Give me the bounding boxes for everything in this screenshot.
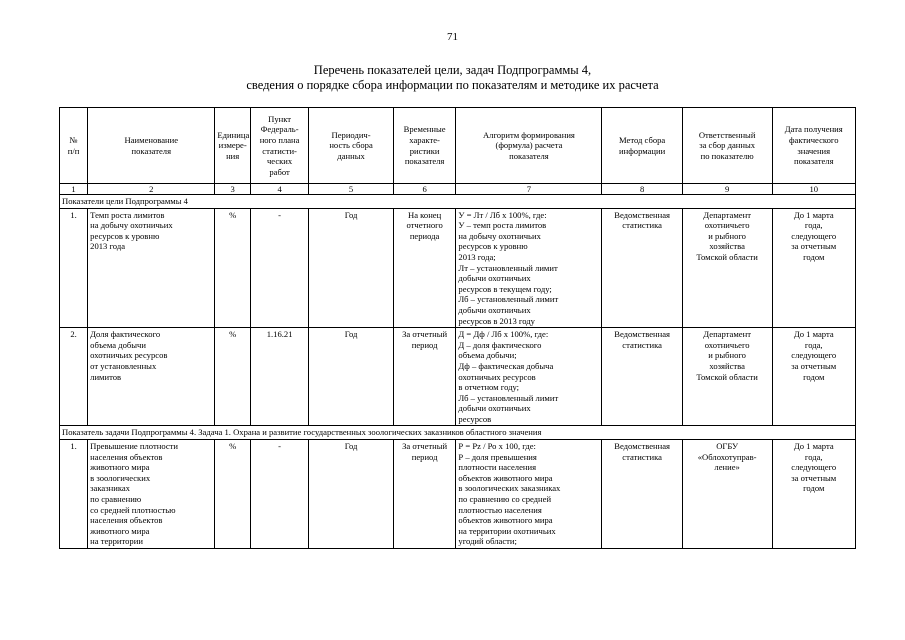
periodicity: Год — [309, 208, 394, 328]
table-row — [60, 328, 856, 426]
column-number: 9 — [682, 184, 772, 195]
receipt-date: До 1 марта года, следующего за отчетным годом — [772, 208, 856, 328]
algorithm: Д = Дф / Лб x 100%, где: Д – доля фактического объема добычи; Дф – фактическая добыча охотничьих ресурсов в отчетном году; Лб – установленный лимит добычи охотничьих ресурсов — [456, 328, 602, 426]
document-title — [0, 63, 905, 93]
algorithm: У = Лт / Лб x 100%, где: У – темп роста лимитов на добычу охотничьих ресурсов к уровню 2013 года; Лт – установленный лимит добычи охотничьих ресурсов в текущем году; Лб – установленный лимит добычи охотничьих ресурсов в 2013 году — [456, 208, 602, 328]
column-number: 5 — [309, 184, 394, 195]
column-number: 6 — [393, 184, 456, 195]
header-cell: Пункт Федераль- ного плана статисти- ческих работ — [250, 108, 308, 184]
column-number: 7 — [456, 184, 602, 195]
responsible: Департамент охотничьего и рыбного хозяйства Томской области — [682, 208, 772, 328]
periodicity: Год — [309, 440, 394, 549]
column-number: 3 — [215, 184, 250, 195]
row-number: 1. — [60, 440, 88, 549]
header-cell: Ответственный за сбор данных по показателю — [682, 108, 772, 184]
receipt-date: До 1 марта года, следующего за отчетным годом — [772, 328, 856, 426]
indicator-name: Темп роста лимитов на добычу охотничьих ресурсов к уровню 2013 года — [88, 208, 215, 328]
indicators-table — [59, 107, 856, 549]
collection-method: Ведомственная статистика — [602, 208, 682, 328]
time-characteristic: За отчетный период — [393, 328, 456, 426]
row-number: 2. — [60, 328, 88, 426]
column-number-row — [60, 184, 856, 195]
header-cell: Периодич- ность сбора данных — [309, 108, 394, 184]
plan-item: 1.16.21 — [250, 328, 308, 426]
time-characteristic: На конец отчетного периода — [393, 208, 456, 328]
header-cell: Метод сбора информации — [602, 108, 682, 184]
collection-method: Ведомственная статистика — [602, 440, 682, 549]
section-row — [60, 195, 856, 209]
plan-item: - — [250, 208, 308, 328]
plan-item: - — [250, 440, 308, 549]
responsible: ОГБУ «Облохотуправ- ление» — [682, 440, 772, 549]
column-number: 10 — [772, 184, 856, 195]
section-heading-goal: Показатели цели Подпрограммы 4 — [60, 195, 856, 209]
responsible: Департамент охотничьего и рыбного хозяйства Томской области — [682, 328, 772, 426]
column-number: 8 — [602, 184, 682, 195]
column-number: 2 — [88, 184, 215, 195]
header-cell: № п/п — [60, 108, 88, 184]
title-line-1: Перечень показателей цели, задач Подпрограммы 4, — [313, 63, 592, 77]
collection-method: Ведомственная статистика — [602, 328, 682, 426]
indicator-name: Превышение плотности населения объектов животного мира в зоологических заказниках по сравнению со средней плотностью населения объектов животного мира на территории — [88, 440, 215, 549]
page-number: 71 — [447, 31, 458, 43]
algorithm: Р = Рz / Ро x 100, где: Р – доля превышения плотности населения объектов животного мира в зоологических заказниках по сравнению со средней плотностью населения объектов животного мира на территории охотничьих угодий области; — [456, 440, 602, 549]
table-row — [60, 208, 856, 328]
unit: % — [215, 440, 250, 549]
periodicity: Год — [309, 328, 394, 426]
header-cell: Наименование показателя — [88, 108, 215, 184]
header-cell: Дата получения фактического значения показателя — [772, 108, 856, 184]
unit: % — [215, 208, 250, 328]
header-row — [60, 108, 856, 184]
header-cell: Единица измере- ния — [215, 108, 250, 184]
receipt-date: До 1 марта года, следующего за отчетным годом — [772, 440, 856, 549]
table-row — [60, 440, 856, 549]
unit: % — [215, 328, 250, 426]
indicator-name: Доля фактического объема добычи охотничьих ресурсов от установленных лимитов — [88, 328, 215, 426]
title-line-2: сведения о порядке сбора информации по показателям и методике их расчета — [246, 78, 659, 92]
section-heading-task: Показатель задачи Подпрограммы 4. Задача 1. Охрана и развитие государственных зоологических заказников областного значения — [60, 426, 856, 440]
header-cell: Временные характе- ристики показателя — [393, 108, 456, 184]
row-number: 1. — [60, 208, 88, 328]
section-row — [60, 426, 856, 440]
column-number: 4 — [250, 184, 308, 195]
column-number: 1 — [60, 184, 88, 195]
time-characteristic: За отчетный период — [393, 440, 456, 549]
header-cell: Алгоритм формирования (формула) расчета показателя — [456, 108, 602, 184]
